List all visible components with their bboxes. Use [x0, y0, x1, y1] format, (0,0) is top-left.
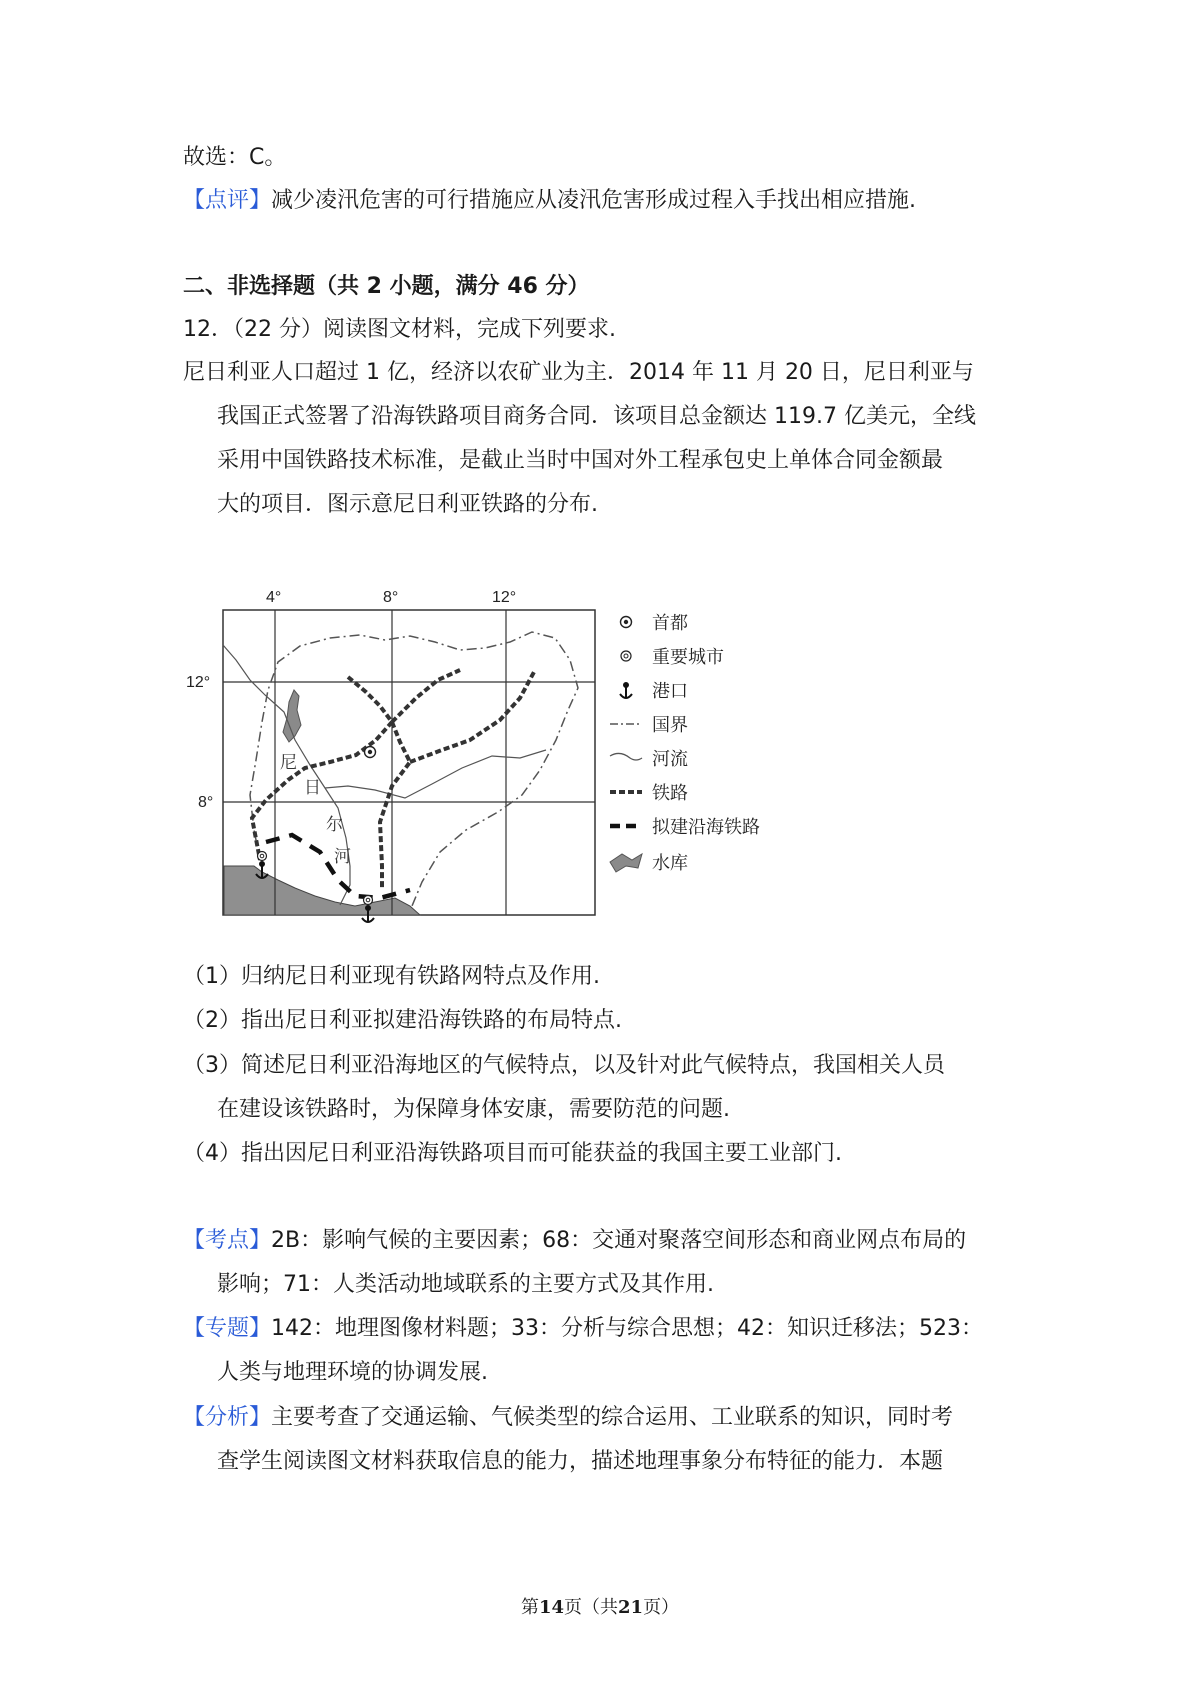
map-legend — [610, 613, 760, 874]
page-number: 14 — [538, 1597, 564, 1618]
legend-city-label: 重要城市 — [652, 647, 724, 668]
capital-dot — [368, 750, 372, 754]
city-symbol — [364, 896, 373, 905]
material-line: 我国正式签署了沿海铁路项目商务合同．该项目总金额达 119.7 亿美元，全线 — [217, 404, 976, 429]
city-symbol — [258, 852, 267, 861]
total-pages: 21 — [618, 1597, 644, 1618]
sub-question: （1）归纳尼日利亚现有铁路网特点及作用. — [183, 964, 600, 989]
map-frame — [223, 610, 595, 915]
topic-line: 【专题】142：地理图像材料题；33：分析与综合思想；42：知识迁移法；523： — [183, 1316, 983, 1341]
lon-label-8: 8° — [383, 590, 399, 606]
legend-reservoir-label: 水库 — [652, 853, 688, 874]
river-name-char: 河 — [334, 847, 351, 867]
river-name-char: 尼 — [280, 753, 297, 773]
comment-tag: 【点评】 — [183, 188, 272, 213]
material-line: 采用中国铁路技术标准，是截止当时中国对外工程承包史上单体合同金额最 — [217, 448, 944, 473]
sub-question: （3）简述尼日利亚沿海地区的气候特点，以及针对此气候特点，我国相关人员 — [183, 1053, 945, 1078]
lat-label-12: 12° — [186, 674, 211, 691]
river-name-char: 日 — [304, 778, 321, 798]
topic-line: 人类与地理环境的协调发展. — [217, 1360, 488, 1385]
reservoir-icon — [610, 854, 642, 872]
analysis-tag: 【分析】 — [183, 1405, 272, 1430]
legend-railway-label: 铁路 — [652, 783, 688, 804]
analysis-line: 【分析】主要考查了交通运输、气候类型的综合运用、工业联系的知识，同时考 — [183, 1405, 954, 1430]
topic-tag: 【专题】 — [183, 1316, 272, 1341]
legend-river-label: 河流 — [652, 749, 688, 770]
anchor-icon — [620, 683, 632, 698]
city-icon — [621, 651, 631, 661]
answer-line: 故选：C。 — [183, 145, 287, 170]
legend-border-label: 国界 — [652, 715, 688, 736]
legend-port-label: 港口 — [652, 681, 688, 702]
material-line: 大的项目．图示意尼日利亚铁路的分布. — [217, 492, 598, 517]
sub-question: （2）指出尼日利亚拟建沿海铁路的布局特点. — [183, 1008, 622, 1033]
map-figure — [170, 590, 830, 940]
lon-label-12: 12° — [492, 590, 517, 606]
nigeria-railway-map — [170, 590, 830, 940]
page-footer: 第14页（共21页） — [520, 1597, 680, 1618]
legend-planned-label: 拟建沿海铁路 — [652, 817, 760, 838]
knowledge-tag: 【考点】 — [183, 1228, 272, 1253]
question-title: 12．（22 分）阅读图文材料，完成下列要求. — [183, 317, 616, 342]
sub-question: （4）指出因尼日利亚沿海铁路项目而可能获益的我国主要工业部门. — [183, 1141, 842, 1166]
section-heading: 二、非选择题（共 2 小题，满分 46 分） — [183, 274, 590, 299]
legend-capital-label: 首都 — [652, 613, 688, 634]
analysis-line: 查学生阅读图文材料获取信息的能力，描述地理事象分布特征的能力．本题 — [217, 1449, 944, 1474]
river-name-char: 尔 — [326, 815, 343, 835]
comment-line: 【点评】减少凌汛危害的可行措施应从凌汛危害形成过程入手找出相应措施. — [183, 188, 917, 213]
knowledge-point: 【考点】2B：影响气候的主要因素；68：交通对聚落空间形态和商业网点布局的 — [183, 1228, 967, 1253]
lat-label-8: 8° — [198, 794, 214, 811]
river-line-icon — [610, 753, 642, 760]
sub-question: 在建设该铁路时，为保障身体安康，需要防范的问题. — [217, 1097, 730, 1122]
lon-label-4: 4° — [266, 590, 282, 606]
knowledge-point: 影响；71：人类活动地域联系的主要方式及其作用. — [217, 1272, 714, 1297]
material-line: 尼日利亚人口超过 1 亿，经济以农矿业为主．2014 年 11 月 20 日，尼日利亚与 — [183, 360, 974, 385]
